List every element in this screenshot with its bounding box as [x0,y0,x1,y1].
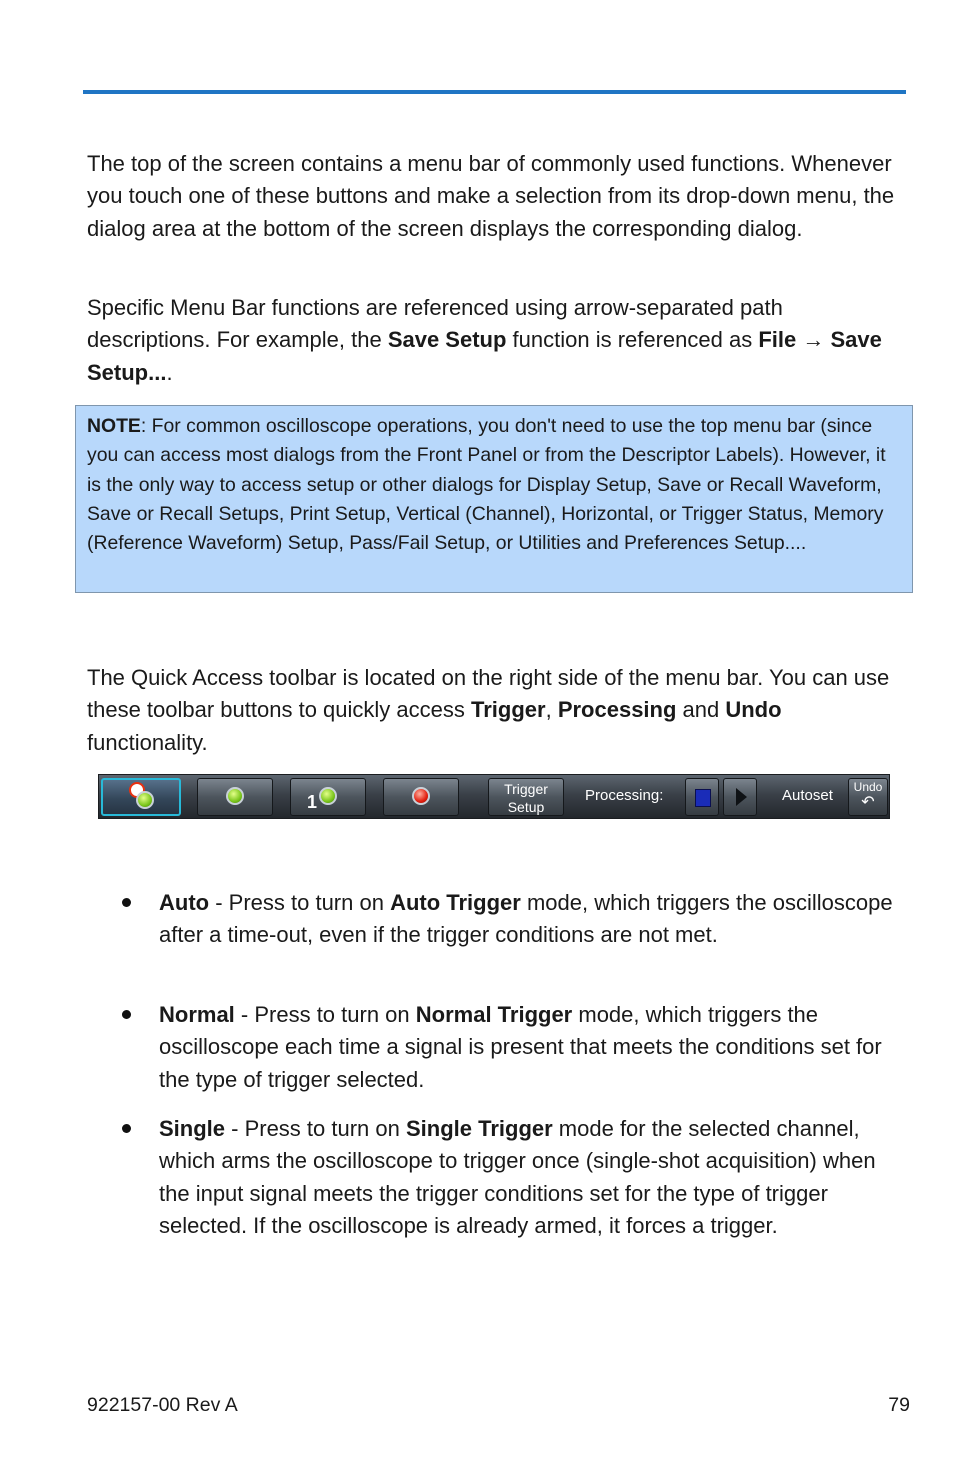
bullet-mode-name: Normal Trigger [415,1002,573,1027]
undo-arrow-icon: ↶ [861,794,875,811]
intro-paragraph-2: Specific Menu Bar functions are referenced using arrow-separated path descriptions. For example, the Save Setup function is referenced as File → Save Setup.... [87,295,882,385]
bullet-term: Single [159,1116,226,1141]
trigger-setup-button[interactable] [488,778,564,816]
play-icon [736,788,747,806]
processing-run-button[interactable] [723,778,757,816]
processing-stop-button[interactable] [685,778,719,816]
bullet-single: Single - Press to turn on Single Trigger mode for the selected channel, which arms the oscilloscope to trigger once (single-shot acquisition) when the input signal meets the trigger conditions set for the type of trigger selected. If the oscilloscope is already armed, it forces a trigger. [159,1116,876,1239]
bullet-term: Auto [159,890,210,915]
normal-trigger-button[interactable] [197,778,273,816]
trigger-setup-line1: Trigger [504,781,548,797]
footer-page-number: 79 [888,1394,910,1416]
auto-trigger-button[interactable] [101,778,181,816]
save-setup-term: Save Setup [387,327,507,353]
single-number: 1 [307,792,318,812]
quick-access-paragraph: The Quick Access toolbar is located on the right side of the menu bar. You can use these toolbar buttons to quickly access Trigger, Processing and Undo functionality. [87,665,890,755]
undo-label: Undo [853,780,883,794]
bullet-dot [122,1010,131,1019]
red-led-icon [412,787,430,805]
bullet-dot [122,1124,131,1133]
green-led-icon [136,791,154,809]
processing-label: Processing: [585,787,664,804]
undo-button[interactable] [848,778,888,816]
file-save-setup-path: File → Save Setup... [87,327,882,385]
single-trigger-button[interactable] [290,778,366,816]
bullet-mode-name: Single Trigger [405,1116,553,1141]
autoset-label: Autoset [782,787,833,804]
note-label: NOTE [87,415,141,437]
stop-trigger-button[interactable] [383,778,459,816]
bullet-auto: Auto - Press to turn on Auto Trigger mode, which triggers the oscilloscope after a time-out, even if the trigger conditions are not met. [159,890,893,948]
green-led-icon [319,787,337,805]
note-box [75,405,913,593]
trigger-setup-line2: Setup [507,799,545,815]
bullet-dot [122,898,131,907]
note-text: : For common oscilloscope operations, you don't need to use the top menu bar (since you can access most dialogs from the Front Panel or from the Descriptor Labels). However, it is the only way to access setup or other dialogs for Display Setup, Save or Recall Waveform, Save or Recall Setups, Print Setup, Vertical (Channel), Horizontal, or Trigger Status, Memory (Reference Waveform) Setup, Pass/Fail Setup, or Utilities and Preferences Setup.... [87,415,886,555]
footer-doc-id: 922157-00 Rev A [87,1394,238,1416]
header-rule [83,90,906,94]
stop-square-icon [695,789,711,807]
quick-access-toolbar-image [98,774,890,819]
undo-term: Undo [725,697,782,723]
intro-paragraph-1: The top of the screen contains a menu bar of commonly used functions. Whenever you touch one of these buttons and make a selection from its drop-down menu, the dialog area at the bottom of the screen displays the corresponding dialog. [87,151,895,241]
green-led-icon [226,787,244,805]
trigger-term: Trigger [471,697,546,723]
processing-term: Processing [557,697,677,723]
bullet-mode-name: Auto Trigger [390,890,521,915]
bullet-normal: Normal - Press to turn on Normal Trigger mode, which triggers the oscilloscope each time a signal is present that meets the conditions set for the type of trigger selected. [159,1002,882,1092]
bullet-term: Normal [159,1002,235,1027]
